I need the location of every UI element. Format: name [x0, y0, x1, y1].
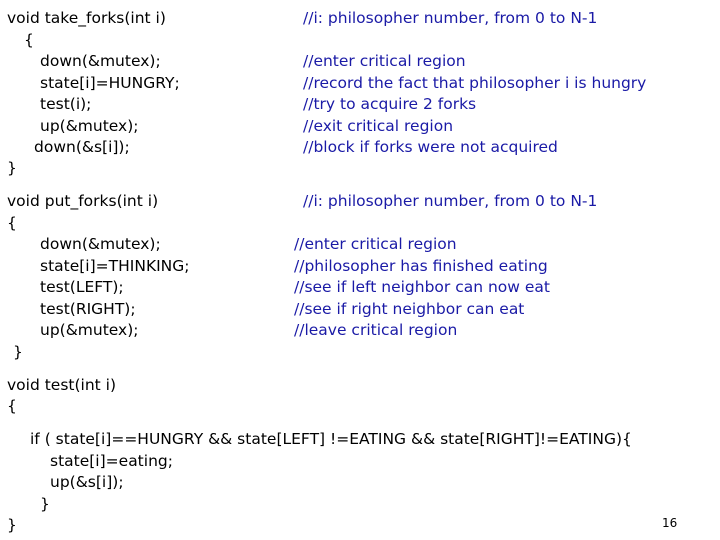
take-forks-comment-line: //record the fact that philosopher i is hungry	[303, 74, 647, 92]
test-body-line: state[i]=eating;	[50, 452, 173, 470]
take-forks-comment-line: //block if forks were not acquired	[303, 138, 558, 156]
put-forks-comment-line: //see if left neighbor can now eat	[294, 278, 550, 296]
put-forks-code-line: test(RIGHT);	[40, 300, 136, 318]
test-open-brace: {	[7, 397, 17, 415]
test-signature: void test(int i)	[7, 376, 117, 394]
take-forks-code-line: state[i]=HUNGRY;	[40, 74, 180, 92]
put-forks-code-line: test(LEFT);	[40, 278, 124, 296]
page-number: 16	[662, 516, 678, 530]
put-forks-code-line: down(&mutex);	[40, 235, 161, 253]
take-forks-open-brace: {	[24, 31, 34, 49]
take-forks-code-line: test(i);	[40, 95, 92, 113]
put-forks-open-brace: {	[7, 214, 17, 232]
take-forks-code-line: up(&mutex);	[40, 117, 139, 135]
put-forks-close-brace: }	[13, 343, 23, 361]
test-if-line: if ( state[i]==HUNGRY && state[LEFT] !=EATING && state[RIGHT]!=EATING){	[30, 430, 632, 448]
take-forks-comment-line: //enter critical region	[303, 52, 466, 70]
test-body-line: up(&s[i]);	[50, 473, 124, 491]
put-forks-signature: void put_forks(int i)	[7, 192, 159, 210]
take-forks-code-line: down(&mutex);	[40, 52, 161, 70]
put-forks-code-line: state[i]=THINKING;	[40, 257, 190, 275]
take-forks-comment-line: //exit critical region	[303, 117, 454, 135]
test-close-brace: }	[7, 516, 17, 534]
take-forks-signature-comment: //i: philosopher number, from 0 to N-1	[303, 9, 598, 27]
put-forks-comment-line: //see if right neighbor can eat	[294, 300, 525, 318]
put-forks-comment-line: //enter critical region	[294, 235, 457, 253]
test-inner-close-brace: }	[40, 495, 50, 513]
put-forks-signature-comment: //i: philosopher number, from 0 to N-1	[303, 192, 598, 210]
take-forks-comment-line: //try to acquire 2 forks	[303, 95, 477, 113]
take-forks-close-brace: }	[7, 159, 17, 177]
take-forks-signature: void take_forks(int i)	[7, 9, 166, 27]
put-forks-code-line: up(&mutex);	[40, 321, 139, 339]
take-forks-code-line: down(&s[i]);	[34, 138, 130, 156]
put-forks-comment-line: //philosopher has finished eating	[294, 257, 548, 275]
put-forks-comment-line: //leave critical region	[294, 321, 458, 339]
